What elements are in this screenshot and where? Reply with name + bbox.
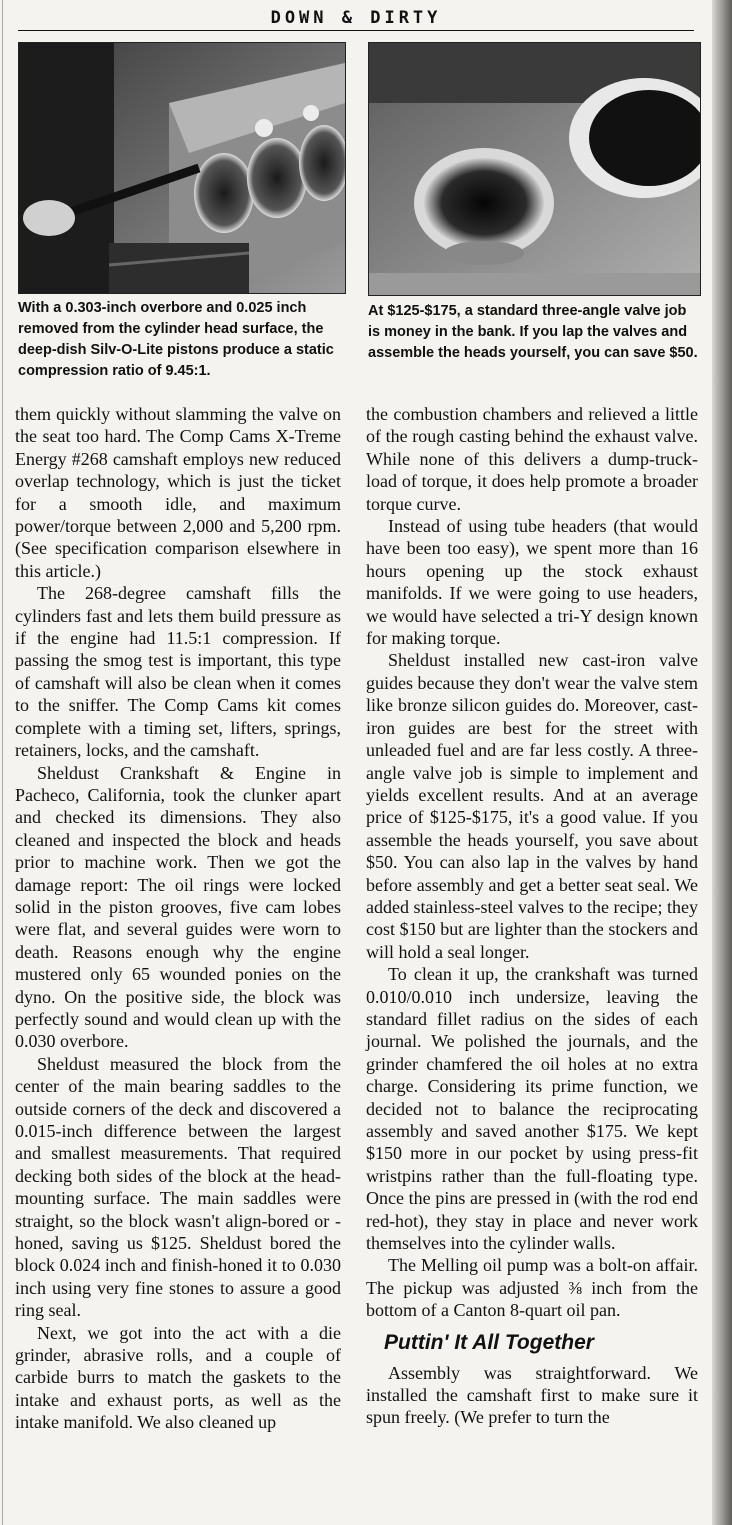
photo-caption: At $125-$175, a standard three-angle valve job is money in the bank. If you lap the valves and assemble the heads yourself, you can save $50. [368, 303, 698, 361]
article-column-left [15, 403, 341, 1434]
page-edge-rule [2, 0, 3, 1525]
body-paragraph: Sheldust installed new cast-iron valve guides because they don't wear the valve stem like bronze silicon guides do. Moreover, cast-iron guides are best for the street with unleaded fuel and are far less costly. A three-angle valve job is simple to implement and yields excellent results. And at an average price of $125-$175, it's a good value. If you assemble the heads yourself, you save about $50. You can also lap in the valves by hand before assembly and get a better seat seal. We added stainless-steel valves to the recipe; they cost $150 but are lighter than the stockers and will hold a seal longer. [366, 650, 698, 962]
body-paragraph: To clean it up, the crankshaft was turned 0.010/0.010 inch undersize, leaving the standard fillet radius on the sides of each journal. We polished the journals, and the grinder chamfered the oil holes at no extra charge. Considering its prime function, we decided not to balance the reciprocating assembly and saved another $175. We kept $150 more in our pocket by using press-fit wristpins rather than the full-floating type. Once the pins are pressed in (with the rod end red-hot), they stay in place and never work themselves into the cylinder walls. [366, 964, 698, 1254]
body-paragraph: Sheldust measured the block from the center of the main bearing saddles to the outside corners of the deck and discovered a 0.015-inch difference between the largest and smallest measurements. That required decking both sides of the block at the head-mounting surface. The main saddles were straight, so the block wasn't align-bored or -honed, saving us $125. Sheldust bored the block 0.024 inch and finish-honed it to 0.030 inch using very fine stones to assure a good ring seal. [15, 1053, 341, 1321]
body-paragraph: the combustion chambers and relieved a little of the rough casting behind the exhaust valve. While none of this delivers a dump-truck-load of torque, it does help promote a broader torque curve. [366, 404, 698, 514]
section-title: DOWN & DIRTY [270, 8, 442, 28]
engine-block-photo [18, 42, 346, 294]
body-paragraph: Instead of using tube headers (that would have been too easy), we spent more than 16 hours opening up the stock exhaust manifolds. If we were going to use headers, we would have selected a tri-Y design known for making torque. [366, 516, 698, 649]
valve-seat-photo-icon [369, 43, 700, 295]
article-column-right [366, 403, 698, 1429]
section-subheading: Puttin' It All Together [384, 1330, 594, 1354]
body-paragraph: Assembly was straightforward. We installed the camshaft first to make sure it spun freely. (We prefer to turn the [366, 1362, 698, 1428]
valve-seat-photo [368, 42, 701, 296]
section-header [18, 6, 694, 31]
body-paragraph: Sheldust Crankshaft & Engine in Pacheco, California, took the clunker apart and checked its dimensions. They also cleaned and inspected the block and heads prior to machine work. Then we got the damage report: The oil rings were locked solid in the piston grooves, five cam lobes were flat, and several guides were worn to death. Reasons enough why the engine mustered only 65 wounded ponies on the dyno. On the positive side, the block was perfectly sound and would clean up with the 0.030 overbore. [15, 762, 341, 1052]
page-binding-edge [712, 0, 732, 1525]
engine-block-photo-icon [19, 43, 345, 293]
body-paragraph: Next, we got into the act with a die grinder, abrasive rolls, and a couple of carbide burrs to match the gaskets to the intake and exhaust ports, as well as the intake manifold. We also cleaned up [15, 1322, 341, 1433]
body-paragraph: them quickly without slamming the valve on the seat too hard. The Comp Cams X-Treme Energy #268 camshaft employs new reduced overlap technology, which is just the ticket for a smooth idle, and maximum power/torque between 2,000 and 5,200 rpm. (See specification comparison elsewhere in this article.) [15, 404, 341, 581]
photo-caption: With a 0.303-inch overbore and 0.025 inch removed from the cylinder head surface, the deep-dish Silv-O-Lite pistons produce a static compression ratio of 9.45:1. [18, 300, 334, 379]
body-paragraph: The 268-degree camshaft fills the cylinders fast and lets them build pressure as if the engine had 11.5:1 compression. If passing the smog test is important, this type of camshaft will also be clean when it comes to the sniffer. The Comp Cams kit comes complete with a timing set, lifters, springs, retainers, locks, and the camshaft. [15, 583, 341, 761]
body-paragraph: The Melling oil pump was a bolt-on affair. The pickup was adjusted ⅜ inch from the bottom of a Canton 8-quart oil pan. [366, 1255, 698, 1321]
